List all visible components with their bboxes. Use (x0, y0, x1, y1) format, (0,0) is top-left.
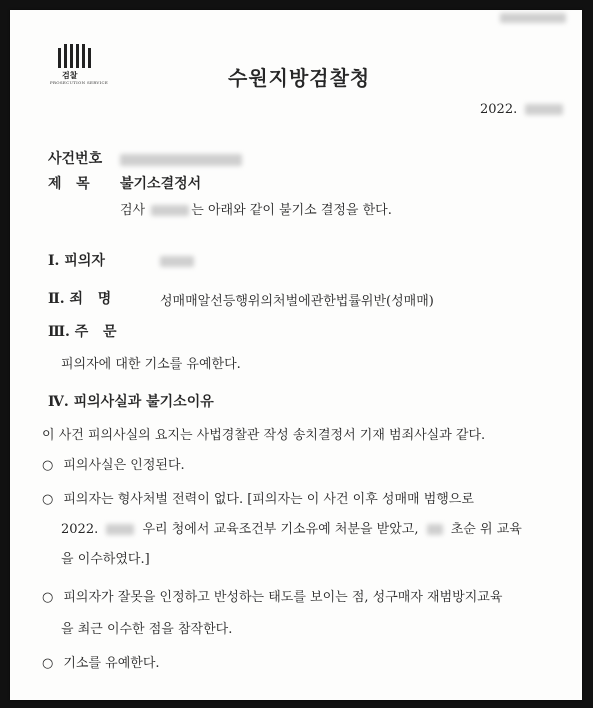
section-2-label: Ⅱ. 죄 명 (48, 291, 112, 307)
bullet-3-text-1: 피의자가 잘못을 인정하고 반성하는 태도를 보이는 점, 성구매자 재범방지교육 (63, 590, 503, 605)
case-number-label: 사건번호 (48, 151, 103, 167)
bullet-icon: ○ (42, 492, 54, 507)
bullet-2-line-2 (61, 518, 522, 537)
date-redaction (525, 104, 563, 115)
bullet-icon: ○ (42, 458, 54, 473)
bullet-4-text: 기소를 유예한다. (63, 656, 160, 671)
section-1-label: Ⅰ. 피의자 (48, 253, 105, 269)
org-title: 수원지방검찰청 (228, 66, 371, 90)
bullet-3-line-2: 을 최근 이수한 점을 참작한다. (61, 622, 233, 637)
bullet-icon: ○ (42, 656, 54, 671)
bullet-2-text-1: 피의자는 형사처벌 전력이 없다. [피의자는 이 사건 이후 성매매 범행으로 (63, 492, 474, 507)
logo-subtitle: PROSECUTION SERVICE (50, 80, 109, 85)
prosecutor-name-redaction (151, 205, 189, 216)
bullet-2-date: 2022. (61, 522, 99, 537)
document-date (480, 102, 563, 117)
title-label: 제 목 (48, 176, 90, 192)
statement-prefix: 검사 (120, 203, 146, 218)
document-page (10, 10, 582, 700)
logo-bars-icon (58, 44, 91, 68)
section-4-label: Ⅳ. 피의사실과 불기소이유 (48, 394, 214, 410)
disposition-text: 피의자에 대한 기소를 유예한다. (61, 357, 241, 372)
bullet-2-line-3: 을 이수하였다.] (61, 552, 150, 567)
intro-paragraph: 이 사건 피의사실의 요지는 사법경찰관 작성 송치결정서 기재 범죄사실과 같다. (42, 428, 486, 443)
bullet-2-text-3: 초순 위 교육 (450, 522, 522, 537)
section-3-label: Ⅲ. 주 문 (48, 324, 117, 340)
bullet-4 (42, 652, 160, 671)
logo-name: 검찰 (62, 70, 78, 80)
date-redaction (106, 524, 134, 535)
charge-name: 성매매알선등행위의처벌에관한법률위반(성매매) (160, 294, 434, 309)
decision-statement (120, 199, 392, 218)
suspect-name-redaction (160, 251, 194, 270)
bullet-icon: ○ (42, 590, 54, 605)
case-number-redaction (120, 149, 242, 168)
bullet-1-text: 피의사실은 인정된다. (63, 458, 185, 473)
month-redaction (427, 524, 443, 535)
statement-suffix: 는 아래와 같이 불기소 결정을 한다. (191, 203, 392, 218)
bullet-2-text-2: 우리 청에서 교육조건부 기소유예 처분을 받았고, (142, 522, 419, 537)
bullet-3-line-1 (42, 586, 502, 605)
bullet-2-line-1 (42, 488, 474, 507)
title-value: 불기소결정서 (120, 176, 202, 192)
date-year: 2022. (480, 102, 518, 117)
bullet-1 (42, 454, 185, 473)
top-right-redaction (500, 10, 566, 26)
